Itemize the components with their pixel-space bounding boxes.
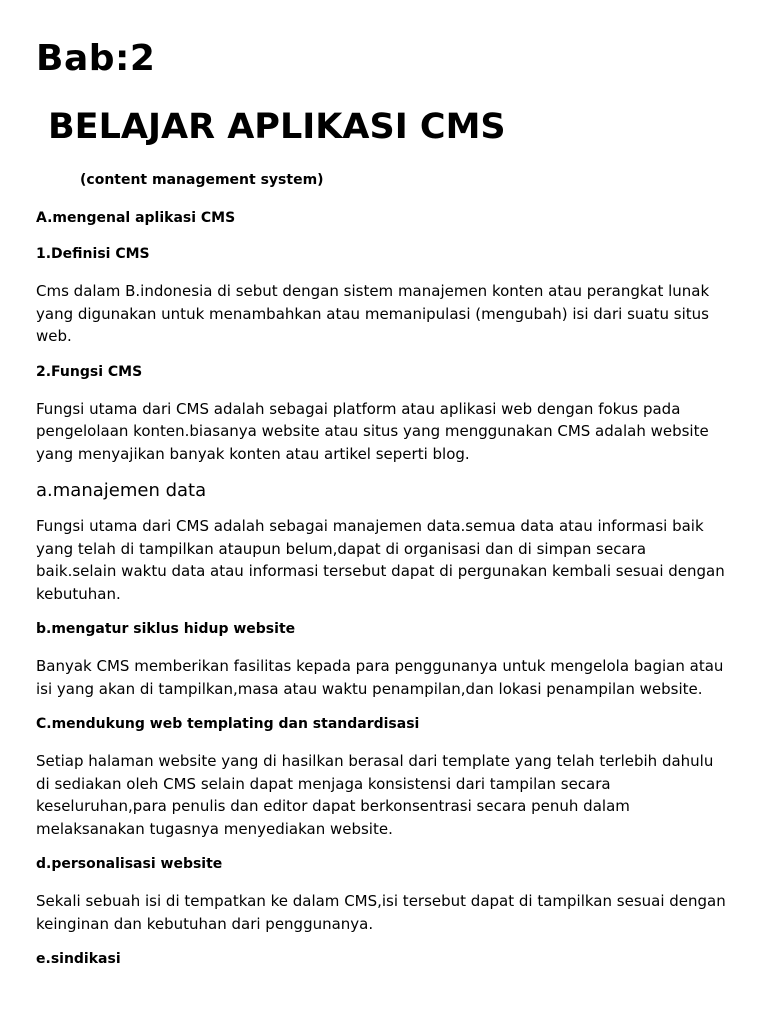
paragraph-definisi: Cms dalam B.indonesia di sebut dengan sistem manajemen konten atau perangkat lunak yang digunakan untuk menambahkan atau memanipulasi (mengubah) isi dari suatu situs web. [36, 282, 710, 345]
page-title: BELAJAR APLIKASI CMS [48, 107, 506, 147]
paragraph-siklus: Banyak CMS memberikan fasilitas kepada para penggunanya untuk mengelola bagian atau isi yang akan di tampilkan,masa atau waktu penampilan,dan lokasi penampilan website. [36, 657, 724, 698]
chapter-heading: Bab:2 [36, 38, 156, 79]
page-subtitle: (content management system) [80, 172, 324, 188]
paragraph-personalisasi: Sekali sebuah isi di tempatkan ke dalam CMS,isi tersebut dapat di tampilkan sesuai dengan keinginan dan kebutuhan dari penggunanya. [36, 892, 726, 933]
section-heading-fungsi: 2.Fungsi CMS [36, 363, 143, 380]
section-heading-sindikasi: e.sindikasi [36, 951, 121, 967]
paragraph-fungsi: Fungsi utama dari CMS adalah sebagai platform atau aplikasi web dengan fokus pada pengelolaan konten.biasanya website atau situs yang menggunakan CMS adalah website yang menyajikan banyak konten atau artikel seperti blog. [36, 399, 709, 463]
section-heading-definisi: 1.Definisi CMS [36, 246, 150, 262]
paragraph-templating: Setiap halaman website yang di hasilkan berasal dari template yang telah terlebih dahulu di sediakan oleh CMS selain dapat menjaga konsistensi dari tampilan secara keseluruhan,para penulis dan editor dapat berkonsentrasi secara penuh dalam melaksanakan tugasnya menyediakan website. [36, 752, 714, 838]
section-heading-manajemen-data: a.manajemen data [36, 480, 207, 501]
section-heading-mengenal: A.mengenal aplikasi CMS [36, 210, 236, 226]
section-heading-personalisasi: d.personalisasi website [36, 856, 223, 872]
section-heading-templating: C.mendukung web templating dan standardisasi [36, 716, 420, 732]
section-heading-siklus: b.mengatur siklus hidup website [36, 621, 296, 637]
paragraph-manajemen-data: Fungsi utama dari CMS adalah sebagai manajemen data.semua data atau informasi baik yang telah di tampilkan ataupun belum,dapat di organisasi dan di simpan secara baik.selain waktu data atau informasi tersebut dapat di pergunakan kembali sesuai dengan kebutuhan. [36, 517, 725, 603]
document-body [36, 208, 726, 985]
